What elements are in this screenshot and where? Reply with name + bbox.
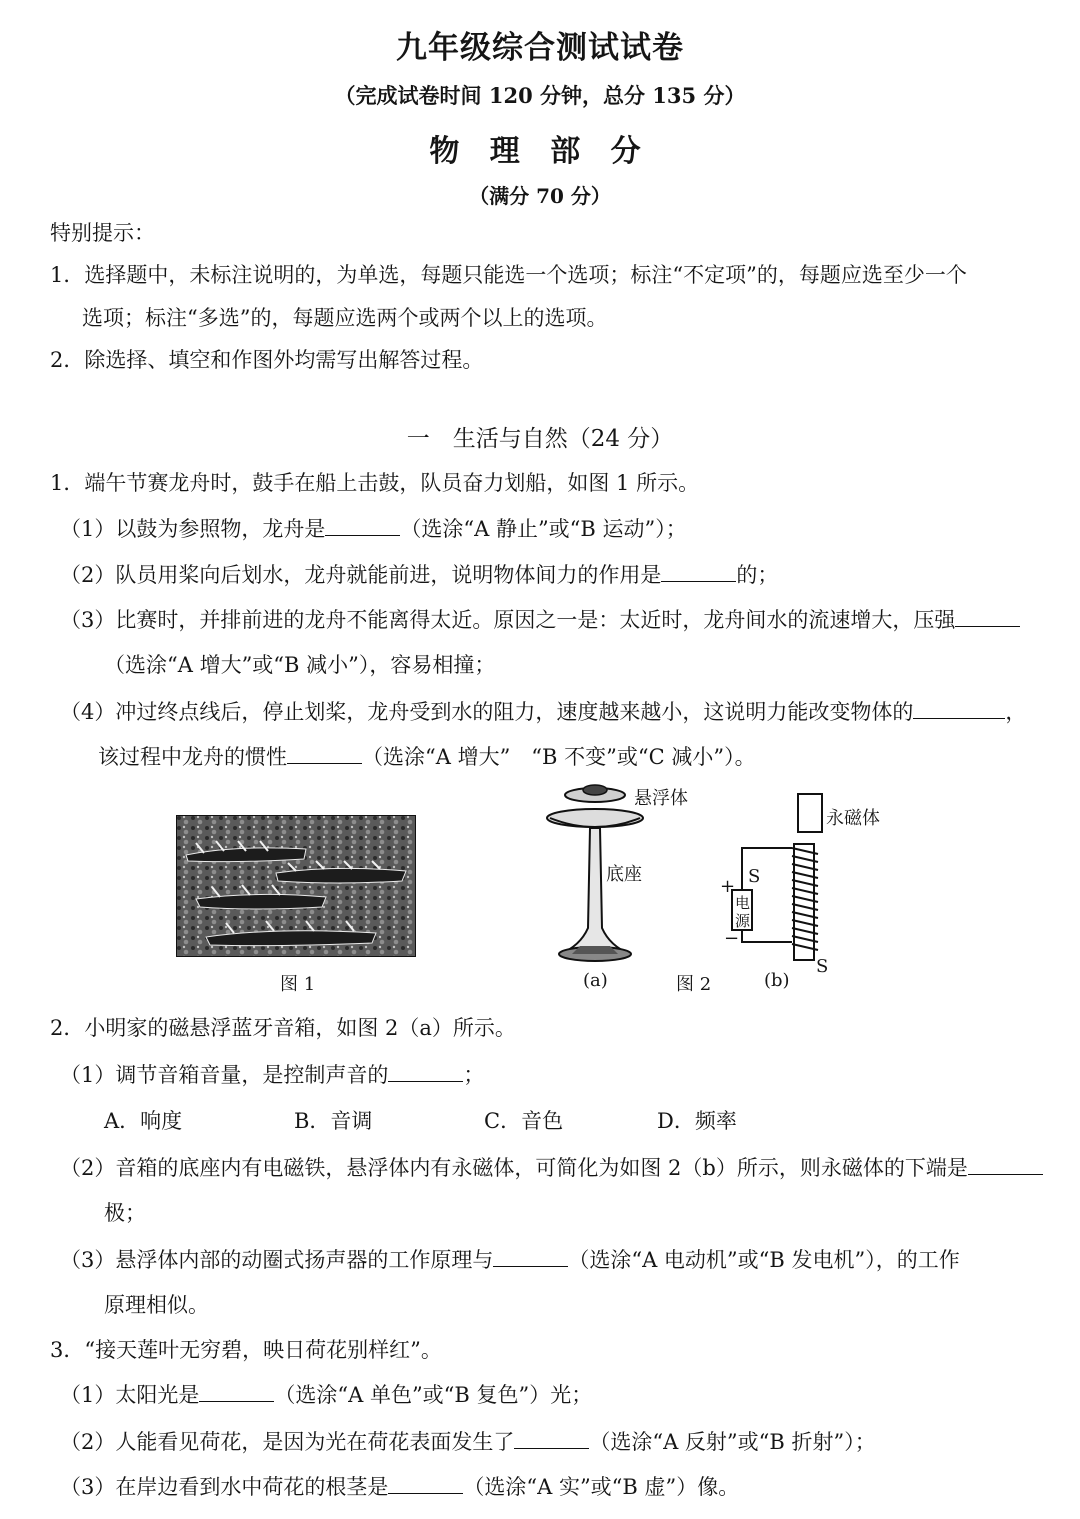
- note-1a: 1．选择题中，未标注说明的，为单选，每题只能选一个选项；标注“不定项”的，每题应选至少一个: [50, 263, 967, 287]
- q2-part1: [60, 1060, 484, 1090]
- option-a[interactable]: A．响度: [104, 1109, 183, 1133]
- figure-2a-caption: (a): [583, 970, 608, 991]
- q2-part3-text: （3）悬浮体内部的动圈式扬声器的工作原理与: [60, 1248, 494, 1272]
- answer-blank[interactable]: [955, 608, 1020, 627]
- q2-stem: 2．小明家的磁悬浮蓝牙音箱，如图 2（a）所示。: [50, 1016, 516, 1040]
- q1-part4-text: （4）冲过终点线后，停止划桨，龙舟受到水的阻力，速度越来越小，这说明力能改变物体的: [60, 700, 914, 724]
- option-d[interactable]: D．频率: [657, 1109, 737, 1133]
- label-power-1: 电: [735, 894, 751, 912]
- q3-part1-text: （1）太阳光是: [60, 1383, 200, 1407]
- notes-heading: 特别提示：: [50, 221, 155, 245]
- q1-part4-inertia: 该过程中龙舟的惯性: [98, 745, 287, 769]
- subject-score: （满分 70 分）: [469, 184, 611, 208]
- answer-blank[interactable]: [199, 1383, 274, 1402]
- answer-blank[interactable]: [388, 1063, 463, 1082]
- q1-part1-text: （1）以鼓为参照物，龙舟是: [60, 517, 326, 541]
- q1-part2: [60, 560, 778, 590]
- subject-title: 物 理 部 分: [429, 134, 651, 169]
- label-s-bottom: S: [816, 956, 829, 977]
- section-title: 一 生活与自然（24 分）: [406, 426, 674, 452]
- option-b[interactable]: B．音调: [294, 1109, 373, 1133]
- q1-part4: [60, 697, 1026, 727]
- q1-part1: [60, 514, 687, 544]
- q2-part2-text: （2）音箱的底座内有电磁铁，悬浮体内有永磁体，可简化为如图 2（b）所示，则永磁体的下端是: [60, 1156, 968, 1180]
- q1-part4-comma: ，: [1005, 700, 1027, 724]
- q1-part3-text: （3）比赛时，并排前进的龙舟不能离得太近。原因之一是：太近时，龙舟间水的流速增大，压强: [60, 608, 956, 632]
- q3-part3: [60, 1472, 739, 1502]
- q1-part4-line2: [98, 742, 756, 772]
- q1-part4-options: （选涂“A 增大” “B 不变”或“C 减小”）。: [362, 745, 756, 769]
- answer-blank[interactable]: [325, 517, 400, 536]
- q3-part2-text: （2）人能看见荷花，是因为光在荷花表面发生了: [60, 1430, 515, 1454]
- q1-part2-end: 的；: [736, 563, 779, 587]
- option-c[interactable]: C．音色: [484, 1109, 564, 1133]
- note-1b: 选项；标注“多选”的，每题应选两个或两个以上的选项。: [82, 306, 608, 330]
- label-plus: +: [720, 876, 736, 897]
- q3-part2-options: （选涂“A 反射”或“B 折射”）；: [589, 1430, 876, 1454]
- q2-part1-text: （1）调节音箱音量，是控制声音的: [60, 1063, 389, 1087]
- note-2: 2．除选择、填空和作图外均需写出解答过程。: [50, 348, 484, 372]
- exam-title: 九年级综合测试试卷: [396, 30, 684, 66]
- q1-part1-options: （选涂“A 静止”或“B 运动”）；: [400, 517, 687, 541]
- answer-blank[interactable]: [913, 700, 1005, 719]
- q3-stem: 3．“接天莲叶无穷碧，映日荷花别样红”。: [50, 1338, 442, 1362]
- q3-part3-text: （3）在岸边看到水中荷花的根茎是: [60, 1475, 389, 1499]
- label-base: 底座: [606, 864, 642, 885]
- answer-blank[interactable]: [287, 745, 362, 764]
- q1-part3-options: （选涂“A 增大”或“B 减小”），容易相撞；: [104, 653, 496, 677]
- label-minus: −: [724, 928, 740, 949]
- label-float-body: 悬浮体: [634, 788, 688, 809]
- q3-part2: [60, 1427, 876, 1457]
- q2-options: [104, 1106, 737, 1136]
- q2-part2: [60, 1153, 1043, 1183]
- answer-blank[interactable]: [661, 563, 736, 582]
- label-power-2: 源: [735, 912, 751, 930]
- q3-part3-options: （选涂“A 实”或“B 虚”）像。: [463, 1475, 740, 1499]
- figure-2-caption: 图 2: [676, 974, 712, 995]
- q2-part2-end: 极；: [104, 1201, 146, 1225]
- answer-blank[interactable]: [968, 1156, 1043, 1175]
- q2-part3-options: （选涂“A 电动机”或“B 发电机”），的工作: [568, 1248, 960, 1272]
- q1-part3: [60, 605, 1020, 635]
- answer-blank[interactable]: [493, 1248, 568, 1267]
- answer-blank[interactable]: [514, 1430, 589, 1449]
- q1-part2-text: （2）队员用桨向后划水，龙舟就能前进，说明物体间力的作用是: [60, 563, 662, 587]
- q3-part1: [60, 1380, 592, 1410]
- label-s-top: S: [748, 866, 761, 887]
- label-permanent-magnet: 永磁体: [826, 808, 880, 829]
- figure-1-dragon-boat-photo: [176, 815, 416, 957]
- exam-time-info: （完成试卷时间 120 分钟，总分 135 分）: [334, 83, 746, 108]
- q2-part1-end: ；: [463, 1063, 485, 1087]
- answer-blank[interactable]: [388, 1475, 463, 1494]
- q1-stem: 1．端午节赛龙舟时，鼓手在船上击鼓，队员奋力划船，如图 1 所示。: [50, 471, 700, 495]
- q2-part3: [60, 1245, 960, 1275]
- q2-part3-end: 原理相似。: [104, 1293, 209, 1317]
- figure-1-caption: 图 1: [280, 974, 316, 995]
- q3-part1-options: （选涂“A 单色”或“B 复色”）光；: [274, 1383, 593, 1407]
- figure-2b-caption: (b): [764, 970, 790, 991]
